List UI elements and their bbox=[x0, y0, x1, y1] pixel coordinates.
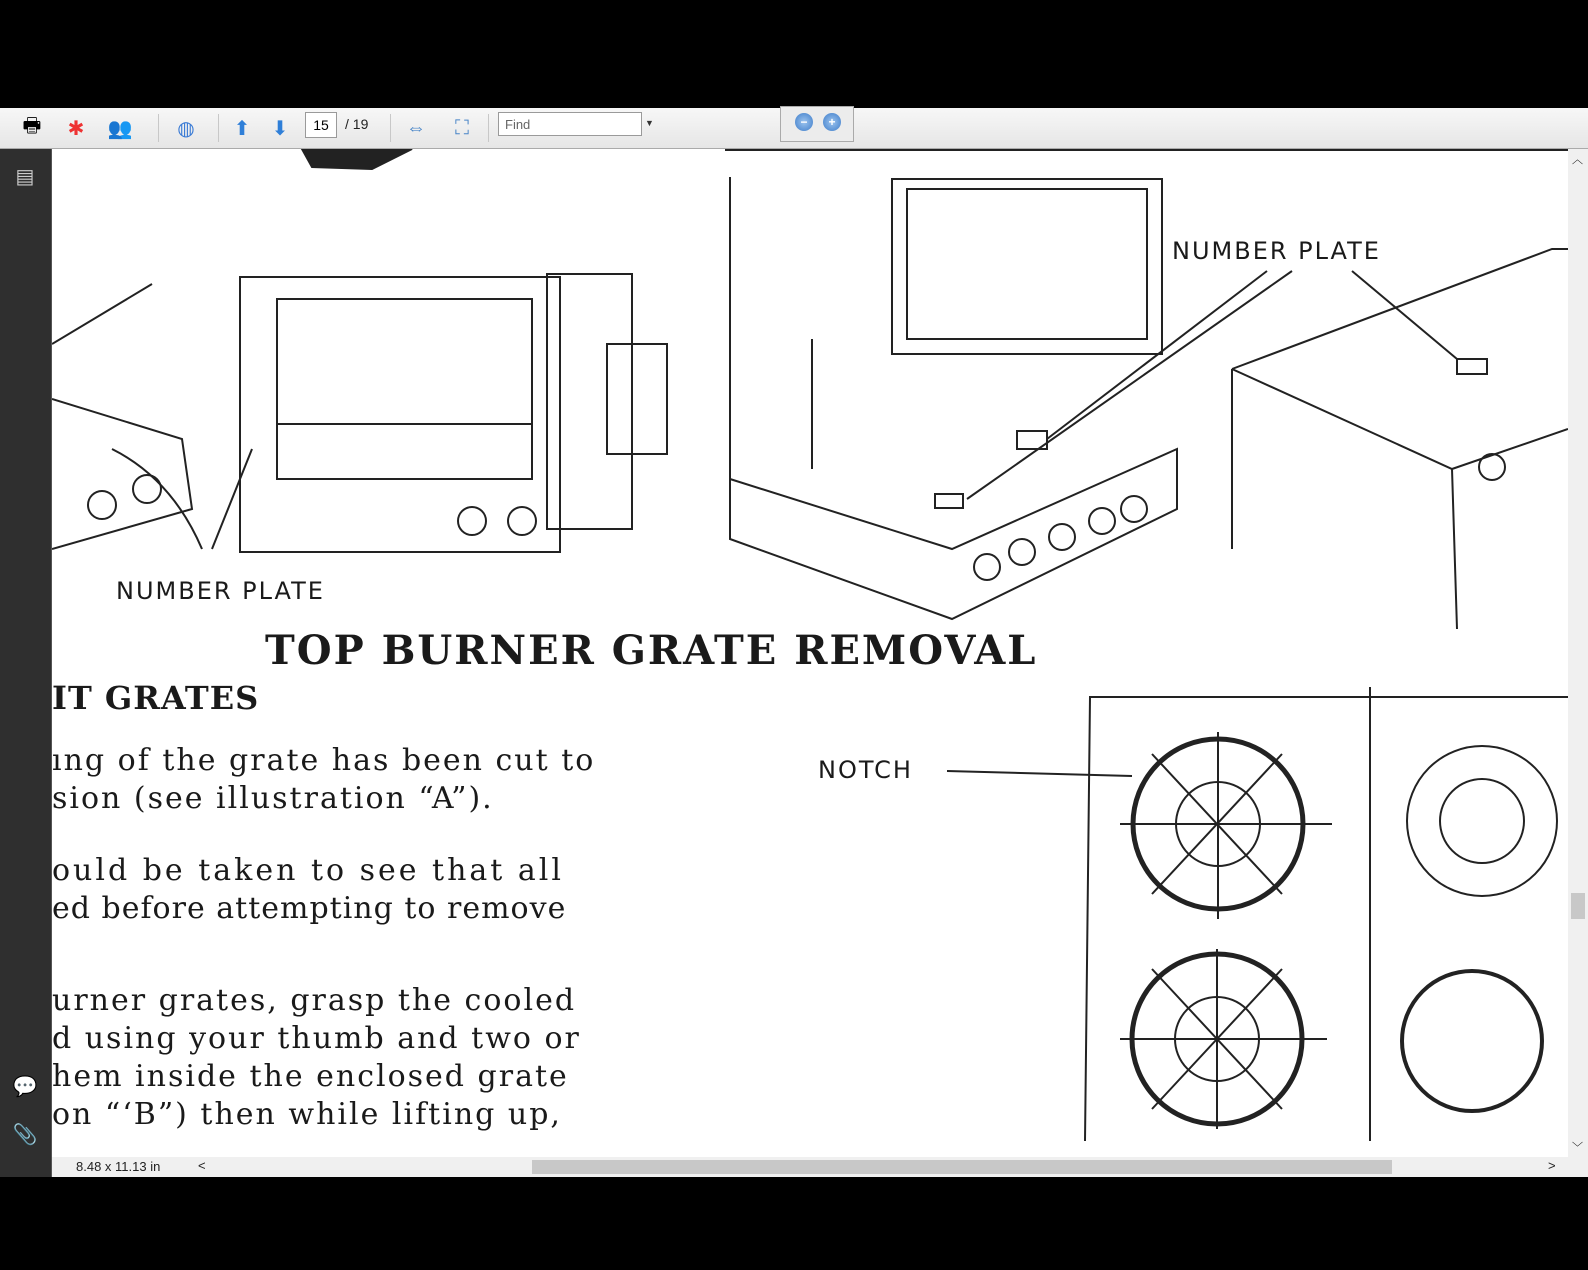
collaborate-icon[interactable]: 👥 bbox=[107, 117, 133, 140]
pages-icon[interactable]: ▤ bbox=[15, 165, 35, 188]
fit-width-icon[interactable]: ⇔ bbox=[406, 116, 426, 139]
attachment-icon[interactable]: 📎 bbox=[12, 1123, 38, 1146]
body-line: on “‘B”) then while lifting up, bbox=[52, 1097, 562, 1132]
page-number-input[interactable]: 15 bbox=[305, 112, 337, 138]
share-icon[interactable]: ◍ bbox=[177, 117, 195, 140]
body-line: hem inside the enclosed grate bbox=[52, 1059, 569, 1094]
body-line: ıng of the grate has been cut to bbox=[52, 743, 596, 778]
print-icon[interactable]: 🖶 bbox=[22, 115, 42, 137]
scroll-up-icon[interactable]: ︿ bbox=[1572, 154, 1583, 166]
find-dropdown-icon[interactable]: ▼ bbox=[645, 118, 654, 128]
zoom-group bbox=[780, 106, 854, 142]
next-page-icon[interactable]: ⬇ bbox=[271, 117, 289, 140]
page-total: / 19 bbox=[345, 116, 369, 132]
toolbar bbox=[0, 108, 1588, 149]
comments-icon[interactable]: 💬 bbox=[12, 1075, 38, 1098]
notch-label: NOTCH bbox=[818, 756, 913, 784]
fit-page-icon[interactable]: ⛶ bbox=[455, 116, 469, 139]
sidebar bbox=[0, 149, 52, 1177]
scroll-right-button[interactable]: > bbox=[1548, 1158, 1556, 1173]
horizontal-scroll-thumb[interactable] bbox=[532, 1160, 1392, 1174]
vertical-scrollbar[interactable] bbox=[1568, 149, 1588, 1157]
number-plate-label-right: NUMBER PLATE bbox=[1172, 237, 1381, 265]
body-line: sion (see illustration “A”). bbox=[52, 781, 494, 816]
separator bbox=[390, 114, 391, 142]
zoom-out-icon[interactable]: − bbox=[795, 113, 813, 131]
separator bbox=[218, 114, 219, 142]
document-page bbox=[52, 149, 1568, 1157]
body-line: urner grates, grasp the cooled bbox=[52, 983, 577, 1018]
body-line: ould be taken to see that all bbox=[52, 853, 564, 888]
vertical-scroll-thumb[interactable] bbox=[1571, 893, 1585, 919]
number-plate-label-left: NUMBER PLATE bbox=[116, 577, 325, 605]
scroll-left-button[interactable]: < bbox=[198, 1158, 206, 1173]
find-input[interactable]: Find bbox=[498, 112, 642, 136]
pinwheel-icon[interactable]: ✱ bbox=[67, 117, 85, 140]
status-bar bbox=[52, 1157, 1588, 1177]
body-line: d using your thumb and two or bbox=[52, 1021, 581, 1056]
previous-page-icon[interactable]: ⬆ bbox=[233, 117, 251, 140]
section-heading: TOP BURNER GRATE REMOVAL bbox=[265, 627, 1038, 674]
zoom-in-icon[interactable]: + bbox=[823, 113, 841, 131]
separator bbox=[158, 114, 159, 142]
body-line: ed before attempting to remove bbox=[52, 891, 567, 926]
separator bbox=[488, 114, 489, 142]
section-subheading: IT GRATES bbox=[52, 679, 260, 717]
page-size-label: 8.48 x 11.13 in bbox=[76, 1159, 161, 1174]
scroll-down-icon[interactable]: ﹀ bbox=[1572, 1142, 1583, 1154]
